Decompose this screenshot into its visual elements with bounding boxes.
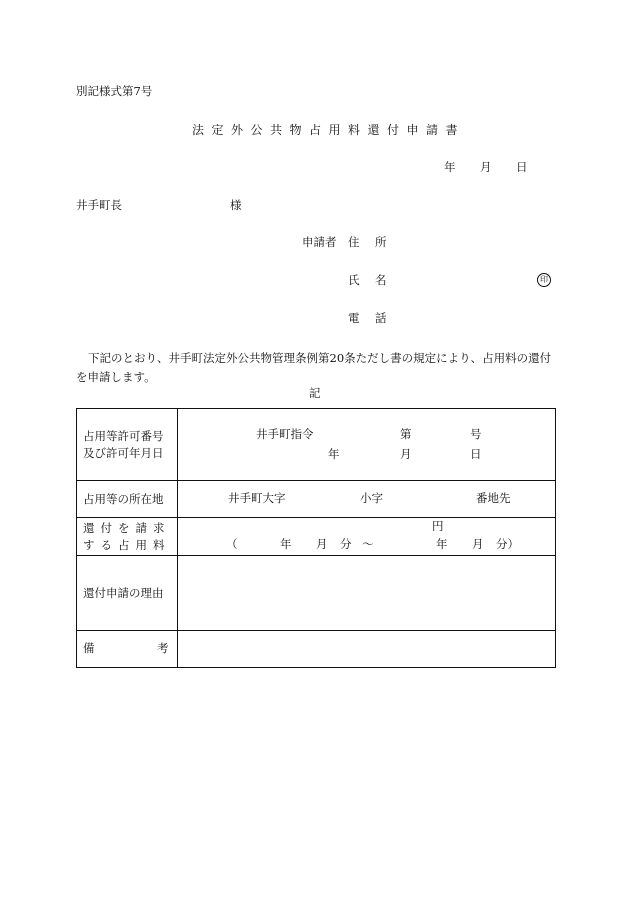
seal-mark	[537, 273, 551, 287]
addressee-honorific: 様	[230, 198, 242, 212]
reason-label-cell	[77, 556, 178, 631]
permit-label-cell	[77, 409, 178, 481]
refund-year1-text: 年	[280, 537, 292, 551]
location-label-cell	[77, 481, 178, 518]
refund-tilde-text: ～	[362, 537, 374, 551]
ki-heading: 記	[309, 386, 321, 400]
applicant-name-label: 氏 名	[348, 273, 389, 287]
refund-fen-close-text: 分）	[496, 537, 519, 551]
remarks-label-left: 備	[83, 641, 95, 655]
table-row-remarks	[77, 631, 556, 668]
seal-icon: 印	[537, 273, 551, 287]
permit-label-line2: 及び許可年月日	[83, 445, 164, 460]
page-title: 法定外公共物占用料還付申請書	[192, 123, 466, 137]
permit-year-text: 年	[328, 447, 340, 461]
reason-value-cell	[178, 556, 556, 631]
table-row-reason	[77, 556, 556, 631]
permit-label-line1: 占用等許可番号	[83, 428, 164, 443]
date-month: 月	[480, 160, 492, 174]
location-koaza-text: 小字	[360, 491, 383, 505]
permit-value-cell	[178, 409, 556, 481]
permit-day-text: 日	[470, 447, 482, 461]
date-year: 年	[444, 160, 456, 174]
permit-month-text: 月	[400, 447, 412, 461]
refund-label-line2: する占用料	[83, 537, 171, 552]
refund-value-cell	[178, 518, 556, 556]
table-row-permit	[77, 409, 556, 481]
location-label: 占用等の所在地	[83, 491, 164, 506]
refund-label-line1: 還付を請求	[83, 520, 171, 535]
applicant-phone-label: 電 話	[348, 311, 389, 325]
remarks-value-cell	[178, 631, 556, 668]
refund-yen-text: 円	[432, 519, 444, 533]
refund-month2-text: 月	[472, 537, 484, 551]
form-number: 別記様式第7号	[76, 84, 153, 98]
table-row-refund-amount	[77, 518, 556, 556]
refund-month1-text: 月	[316, 537, 328, 551]
permit-order-text: 井手町指令	[256, 427, 314, 441]
location-oaza-text: 井手町大字	[228, 491, 286, 505]
remarks-label-right: 考	[157, 641, 169, 655]
applicant-label: 申請者	[302, 235, 337, 249]
refund-year2-text: 年	[436, 537, 448, 551]
reason-label: 還付申請の理由	[83, 585, 164, 600]
applicant-address-label: 住 所	[348, 235, 389, 249]
remarks-label-cell	[77, 631, 178, 668]
date-day: 日	[516, 160, 528, 174]
refund-open-paren: （	[226, 537, 238, 551]
location-value-cell	[178, 481, 556, 518]
permit-dai-text: 第	[400, 427, 412, 441]
application-table	[76, 408, 556, 668]
refund-fen-text: 分	[340, 537, 352, 551]
body-text: 下記のとおり、井手町法定外公共物管理条例第20条ただし書の規定により、占用料の還付を申請します。	[76, 351, 552, 384]
addressee-name: 井手町長	[76, 198, 122, 212]
table-row-location	[77, 481, 556, 518]
permit-go-text: 号	[470, 427, 482, 441]
refund-label-cell	[77, 518, 178, 556]
location-banchi-text: 番地先	[476, 491, 511, 505]
